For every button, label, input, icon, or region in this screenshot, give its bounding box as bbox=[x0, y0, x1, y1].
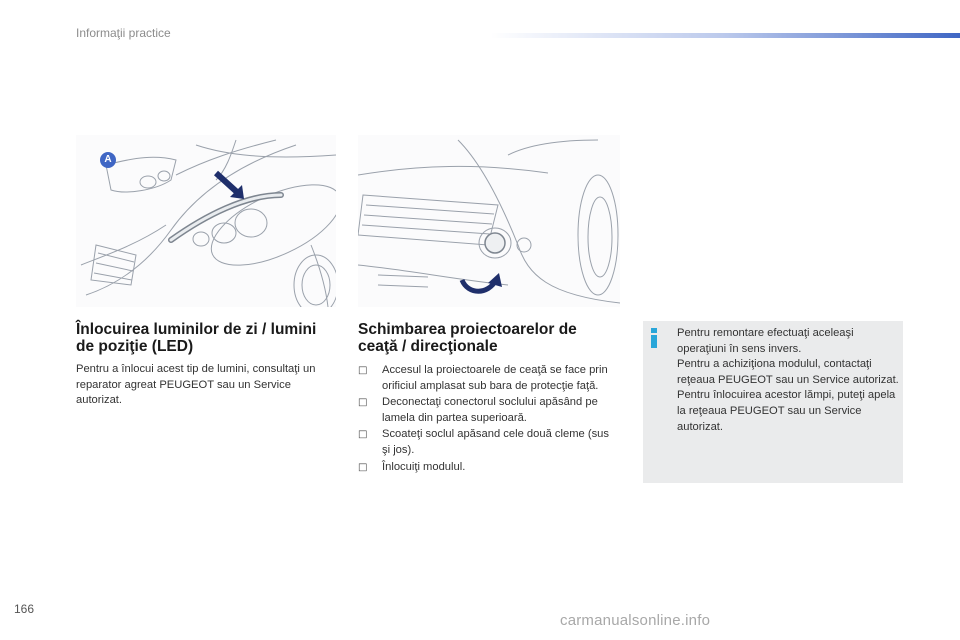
list-item: □ Accesul la proiectoarele de ceaţă se face prin orificiul amplasat sub bara de protecţie faţă. bbox=[358, 364, 608, 392]
fog-section-title bbox=[358, 321, 620, 355]
callout-badge: A bbox=[100, 152, 116, 168]
led-title-line2: de poziţie (LED) bbox=[76, 338, 194, 355]
list-item: □ Deconectaţi conectorul soclului apăsând pe lamela din partea superioară. bbox=[358, 396, 598, 424]
info-paragraph: Pentru remontare efectuaţi aceleaşi operaţiuni în sens invers. bbox=[677, 327, 854, 355]
list-item: □ Scoateţi soclul apăsand cele două cleme (sus şi jos). bbox=[358, 428, 609, 456]
check-square-icon: □ bbox=[358, 365, 368, 376]
info-paragraph: Pentru a achiziţiona modulul, contactaţi reţeaua PEUGEOT sau un Service autorizat. bbox=[677, 358, 899, 386]
fog-lamp-illustration bbox=[358, 135, 620, 307]
check-square-icon: □ bbox=[358, 397, 368, 409]
list-item: □ Înlocuiţi modulul. bbox=[358, 460, 620, 476]
led-title-line1: Înlocuirea luminilor de zi / lumini bbox=[76, 321, 317, 338]
fog-lamp-drawing bbox=[358, 135, 620, 307]
fog-steps bbox=[358, 363, 620, 476]
watermark: carmanualsonline.info bbox=[560, 612, 711, 629]
info-paragraph: Pentru înlocuirea acestor lămpi, puteţi apela la reţeaua PEUGEOT sau un Service autorizat. bbox=[677, 389, 896, 433]
info-icon bbox=[646, 328, 662, 348]
led-section-title bbox=[76, 321, 338, 355]
section-header: Informaţii practice bbox=[76, 26, 171, 40]
check-square-icon: □ bbox=[358, 461, 368, 473]
header-accent-bar bbox=[490, 33, 960, 38]
led-headlamp-illustration bbox=[76, 135, 336, 307]
fog-title-line2: ceaţă / direcţionale bbox=[358, 338, 498, 355]
led-paragraph: Pentru a înlocui acest tip de lumini, consultaţi un reparator agreat PEUGEOT sau un Service autorizat. bbox=[76, 363, 316, 407]
page-number: 166 bbox=[14, 602, 35, 616]
check-square-icon: □ bbox=[358, 429, 368, 441]
info-text bbox=[677, 326, 899, 435]
fog-title-line1: Schimbarea proiectoarelor de bbox=[358, 321, 577, 338]
